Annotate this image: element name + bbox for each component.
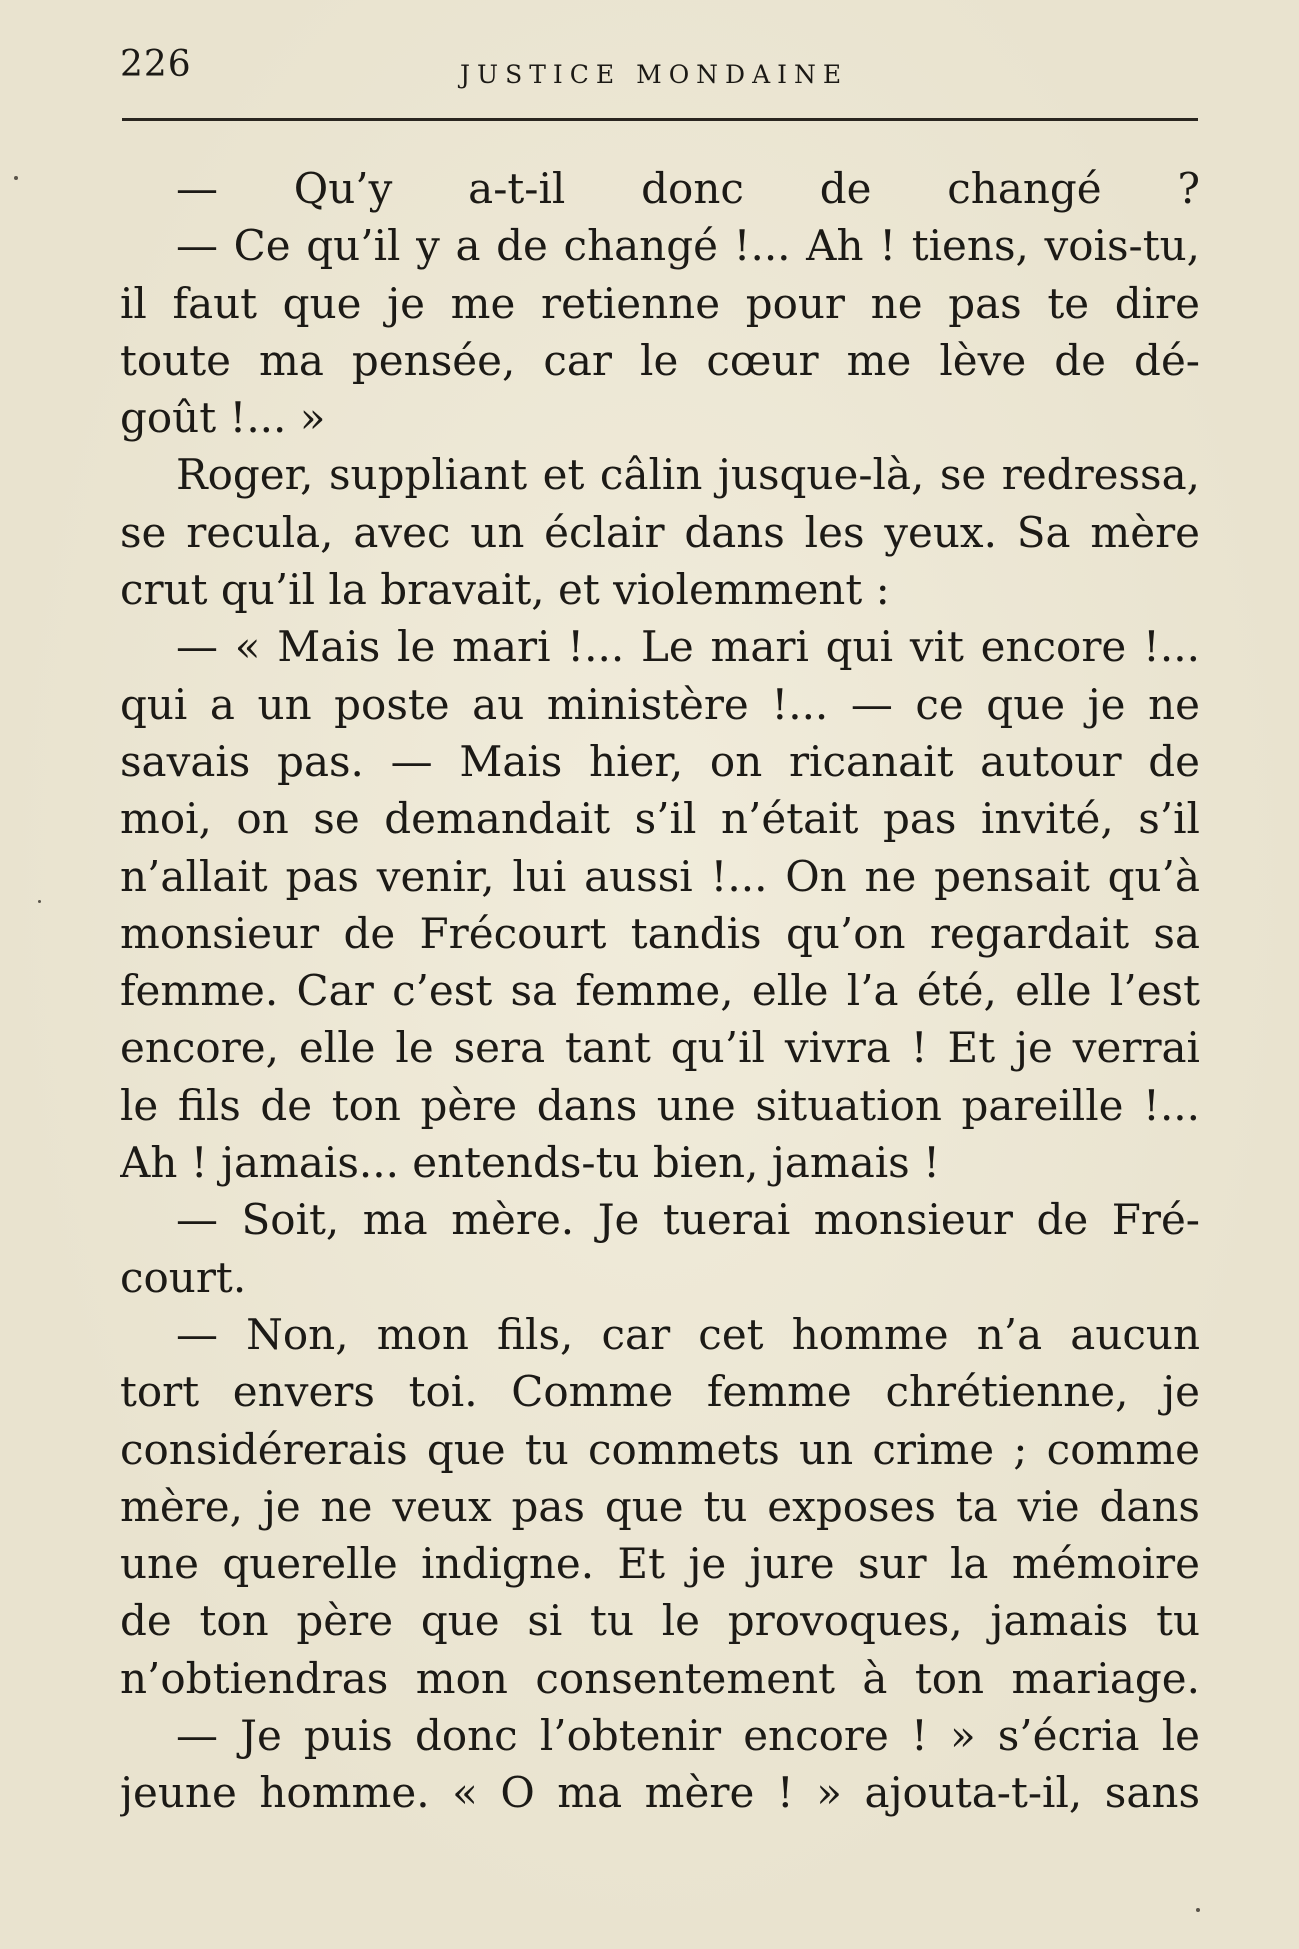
- text-line: monsieur de Frécourt tandis qu’on regardait sa: [120, 908, 1200, 958]
- text-line: considérerais que tu commets un crime ; comme: [120, 1424, 1200, 1474]
- text-line: — Ce qu’il y a de changé !... Ah ! tiens, vois-tu,: [176, 221, 1200, 271]
- body-text: [120, 160, 1200, 1822]
- text-line: — Soit, ma mère. Je tuerai monsieur de Fré-: [176, 1195, 1200, 1245]
- text-line: — Je puis donc l’obtenir encore ! » s’écria le: [176, 1711, 1200, 1761]
- text-line: Ah ! jamais... entends-tu bien, jamais !: [120, 1138, 940, 1188]
- text-line: — Non, mon fils, car cet homme n’a aucun: [176, 1309, 1200, 1359]
- text-line: femme. Car c’est sa femme, elle l’a été, elle l’est: [120, 966, 1200, 1016]
- text-line: goût !... »: [120, 393, 326, 443]
- text-line: Roger, suppliant et câlin jusque-là, se redressa,: [176, 450, 1200, 500]
- text-line: n’obtiendras mon consentement à ton mariage.: [120, 1653, 1200, 1703]
- text-line: se recula, avec un éclair dans les yeux. Sa mère: [120, 507, 1200, 557]
- page-header: [120, 38, 1200, 108]
- text-line: n’allait pas venir, lui aussi !... On ne pensait qu’à: [120, 851, 1200, 901]
- text-line: — « Mais le mari !... Le mari qui vit encore !...: [176, 622, 1200, 672]
- text-line: il faut que je me retienne pour ne pas te dire: [120, 278, 1200, 328]
- text-line: le fils de ton père dans une situation pareille !...: [120, 1080, 1200, 1130]
- text-line: une querelle indigne. Et je jure sur la mémoire: [120, 1539, 1200, 1589]
- text-line: moi, on se demandait s’il n’était pas invité, s’il: [120, 794, 1200, 844]
- text-line: toute ma pensée, car le cœur me lève de dé-: [120, 335, 1200, 385]
- text-line: crut qu’il la bravait, et violemment :: [120, 565, 890, 615]
- text-line: qui a un poste au ministère !... — ce que je ne: [120, 679, 1200, 729]
- paper-speck: [14, 176, 18, 180]
- text-line: — Qu’y a-t-il donc de changé ?: [176, 164, 1200, 213]
- text-line: encore, elle le sera tant qu’il vivra ! Et je verrai: [120, 1023, 1200, 1073]
- paper-speck: [38, 900, 41, 903]
- header-rule: [122, 118, 1198, 121]
- text-line: savais pas. — Mais hier, on ricanait autour de: [120, 736, 1200, 786]
- text-line: court.: [120, 1252, 247, 1302]
- paper-speck: [1196, 1908, 1200, 1912]
- text-line: de ton père que si tu le provoques, jamais tu: [120, 1596, 1200, 1646]
- text-line: tort envers toi. Comme femme chrétienne, je: [120, 1367, 1200, 1417]
- page-number: 226: [120, 44, 192, 85]
- text-line: mère, je ne veux pas que tu exposes ta vie dans: [120, 1481, 1200, 1531]
- running-title: JUSTICE MONDAINE: [460, 60, 849, 89]
- text-line: jeune homme. « O ma mère ! » ajouta-t-il, sans: [120, 1768, 1200, 1818]
